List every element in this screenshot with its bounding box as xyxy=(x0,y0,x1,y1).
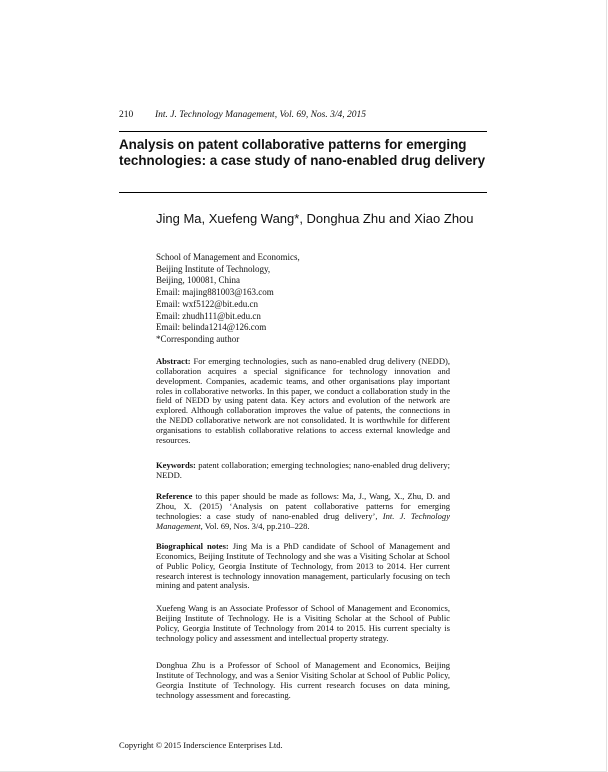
paper-title: Analysis on patent collaborative patterns for emerging technologies: a case study of nano-enabled drug delivery xyxy=(119,137,486,168)
bio-xuefeng-wang: Xuefeng Wang is an Associate Professor of School of Management and Economics, Beijing Institute of Technology. He is a Visiting Scholar at the School of Public Policy, Georgia Institute of Technology from 2014 to 2015. His current specialty is technology policy and assessment and intellectual property strategy. xyxy=(156,603,450,643)
affiliation-line: Beijing Institute of Technology, xyxy=(156,263,271,274)
title-bottom-rule xyxy=(119,192,487,193)
email-line: Email: zhudh111@bit.edu.cn xyxy=(156,310,261,321)
title-top-rule xyxy=(119,131,487,132)
bio-jing-ma: Jing Ma is a PhD candidate of School of Management and Economics, Beijing Institute of Technology and she was a Visiting Scholar at School of Public Policy, Georgia Institute of Technology, from 2013 to 2014. Her current research interest is technology innovation management, particularly focusing on tech mining and patent analysis. xyxy=(156,541,450,591)
keywords-text: patent collaboration; emerging technologies; nano-enabled drug delivery; NEDD. xyxy=(156,460,451,480)
reference-label: Reference xyxy=(156,491,193,501)
reference-note xyxy=(156,492,450,531)
reference-text: to this paper should be made as follows: Ma, J., Wang, X., Zhu, D. and Zhou, X. (2015) ‘Analysis on patent collaborative patterns for emerging technologies: a case study of nano-enabled drug delivery’, xyxy=(156,491,451,521)
corresponding-author-note: *Corresponding author xyxy=(156,333,240,344)
page-number: 210 xyxy=(119,110,134,120)
copyright-notice: Copyright © 2015 Inderscience Enterprises Ltd. xyxy=(119,740,283,750)
bio-donghua-zhu: Donghua Zhu is a Professor of School of Management and Economics, Beijing Institute of Technology, and was a Senior Visiting Scholar at School of Public Policy, Georgia Institute of Technology. His current research focuses on data mining, technology assessment and forecasting. xyxy=(156,660,450,700)
email-line: Email: belinda1214@126.com xyxy=(156,322,267,333)
bio-label: Biographical notes: xyxy=(156,541,229,551)
affiliation-block xyxy=(156,252,486,346)
email-line: Email: majing881003@163.com xyxy=(156,287,274,298)
reference-volume: , Vol. 69, Nos. 3/4, pp.210–228. xyxy=(200,520,310,531)
abstract-label: Abstract: xyxy=(156,356,191,366)
biographical-notes xyxy=(156,542,450,591)
running-header xyxy=(119,110,366,120)
journal-citation: Int. J. Technology Management, Vol. 69, Nos. 3/4, 2015 xyxy=(155,110,367,120)
affiliation-line: School of Management and Economics, xyxy=(156,252,300,262)
keywords xyxy=(156,461,450,481)
email-line: Email: wxf5122@bit.edu.cn xyxy=(156,298,259,309)
affiliation-line: Beijing, 100081, China xyxy=(156,275,240,286)
reference-journal: Int. J. Technology Management xyxy=(156,510,450,531)
abstract xyxy=(156,357,450,446)
author-list: Jing Ma, Xuefeng Wang*, Donghua Zhu and Xiao Zhou xyxy=(156,211,474,226)
abstract-text: For emerging technologies, such as nano-enabled drug delivery (NEDD), collaboration acquires a special significance for technology innovation and development. Companies, academic teams, and other organisations play important roles in collaborative networks. In this paper, we conduct a collaboration study in the field of NEDD by using patent data. Key actors and evolution of the network are explored. Although collaboration improves the value of patents, the connections in the NEDD collaborative network are not consolidated. It is worthwhile for different organisations to establish collaborative relations to access external knowledge and resources. xyxy=(156,356,450,445)
keywords-label: Keywords: xyxy=(156,460,196,470)
